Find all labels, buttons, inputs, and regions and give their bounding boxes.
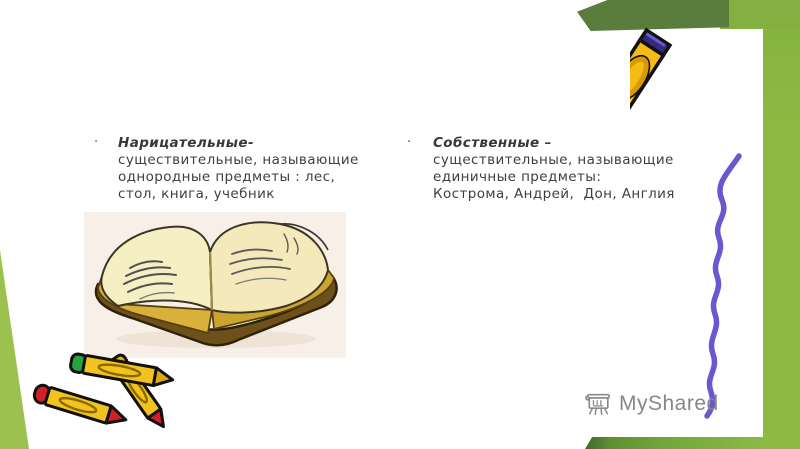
bottom-right-green-bar <box>585 437 763 449</box>
bullet-marker-left: · <box>94 135 99 150</box>
common-nouns-line-1: существительные, называющие <box>118 152 359 168</box>
common-nouns-line-2: однородные предметы : лес, <box>118 169 336 185</box>
proper-nouns-line-2: единичные предметы: <box>433 169 602 185</box>
crayons-icon <box>25 348 185 448</box>
right-green-band <box>763 0 800 449</box>
term-common-nouns: Нарицательные- <box>118 135 254 151</box>
proper-nouns-line-1: существительные, называющие <box>433 152 674 168</box>
open-book-image <box>84 212 346 358</box>
projector-screen-icon <box>585 391 613 417</box>
bullet-marker-right: · <box>407 135 412 150</box>
proper-nouns-line-3: Кострома, Андрей, Дон, Англия <box>433 186 675 202</box>
purple-squiggle-line <box>693 148 757 424</box>
myshared-watermark <box>585 391 719 417</box>
watermark-label: MyShared <box>619 392 719 415</box>
bullet-text-common-nouns <box>118 135 398 203</box>
common-nouns-line-3: стол, книга, учебник <box>118 186 275 202</box>
open-book-icon <box>88 214 340 354</box>
term-proper-nouns: Собственные – <box>433 135 552 151</box>
